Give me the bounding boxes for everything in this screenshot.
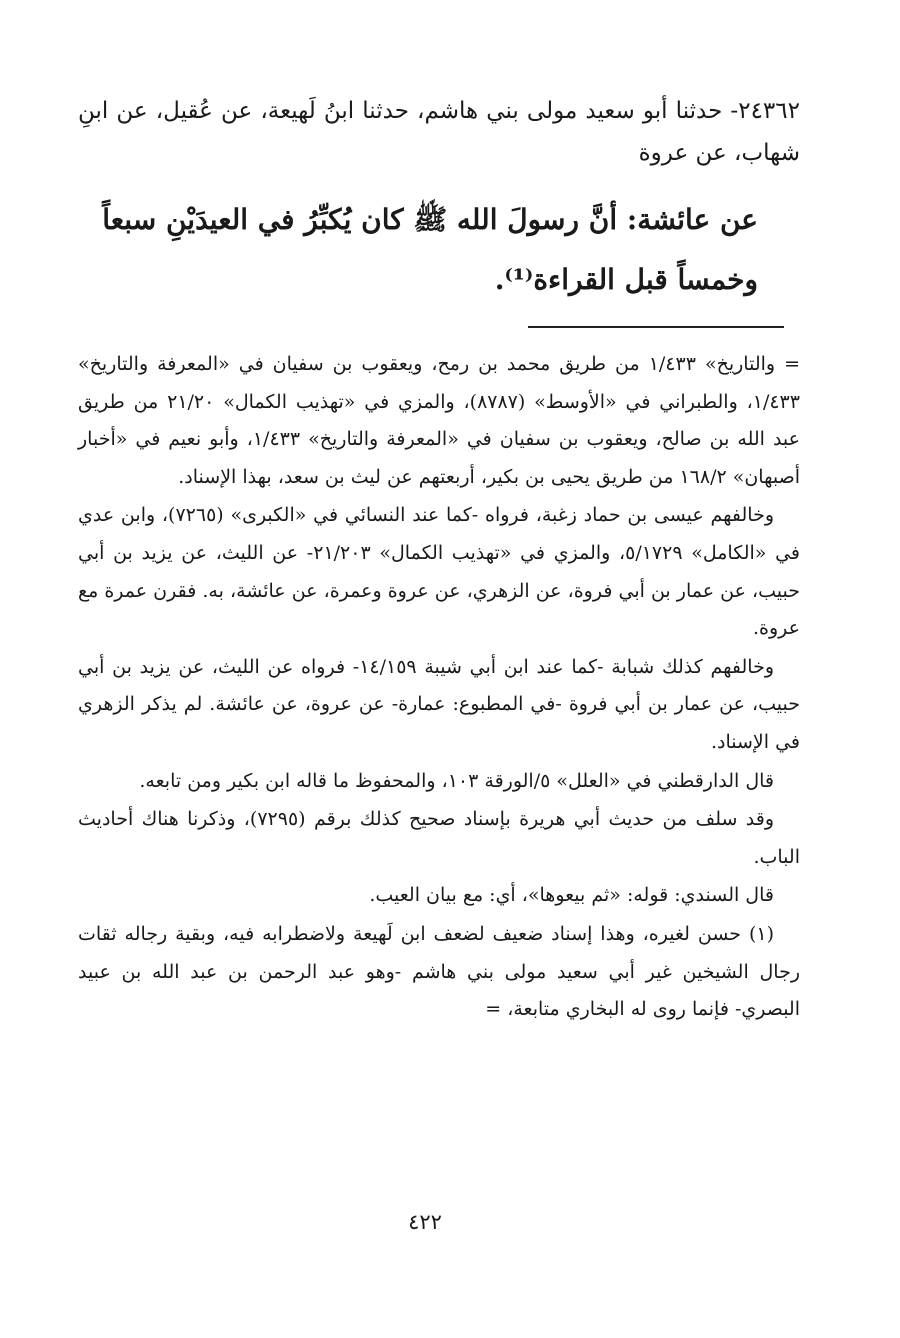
page-number: ٤٢٢ — [408, 1210, 442, 1234]
footnote-paragraph: قال الدارقطني في «العلل» ٥/الورقة ١٠٣، والمحفوظ ما قاله ابن بكير ومن تابعه. — [139, 769, 774, 792]
footnote-paragraph: وخالفهم عيسى بن حماد زغبة، فرواه -كما عند النسائي في «الكبرى» (٧٢٦٥)، وابن عدي في «الكامل» ٥/١٧٢٩، والمزي في «تهذيب الكمال» ٢١/٢٠٣- عن الليث، عن يزيد بن أبي حبيب، عن عمار بن أبي فروة، عن الزهري، عن عروة وعمرة، عن عائشة، به. فقرن عمرة مع عروة. — [78, 504, 801, 640]
footnote-separator — [528, 326, 784, 328]
footnote-paragraph: قال السندي: قوله: «ثم بيعوها»، أي: مع بيان العيب. — [369, 884, 774, 907]
hadith-isnad: ٢٤٣٦٢- حدثنا أبو سعيد مولى بني هاشم، حدثنا ابنُ لَهيعة، عن عُقيل، عن ابنِ شهاب، عن عروة — [78, 98, 800, 166]
footnote-paragraph: وقد سلف من حديث أبي هريرة بإسناد صحيح كذلك برقم (٧٢٩٥)، وذكرنا هناك أحاديث الباب. — [78, 808, 800, 868]
footnote-paragraph: = والتاريخ» ١/٤٣٣ من طريق محمد بن رمح، ويعقوب بن سفيان في «المعرفة والتاريخ» ١/٤٣٣، والطبراني في «الأوسط» (٨٧٨٧)، والمزي في «تهذيب الكمال» ٢١/٢٠ من طريق عبد الله بن صالح، ويعقوب بن سفيان في «المعرفة والتاريخ» ١/٤٣٣، وأبو نعيم في «أخبار أصبهان» ١٦٨/٢ من طريق يحيى بن بكير، أربعتهم عن ليث بن سعد، بهذا الإسناد. — [78, 353, 800, 488]
footnote-1: (١) حسن لغيره، وهذا إسناد ضعيف لضعف ابن لَهيعة ولاضطرابه فيه، وبقية رجاله ثقات رجال الشيخين غير أبي سعيد مولى بني هاشم -وهو عبد الرحمن بن عبد الله بن عبيد البصري- فإنما روى له البخاري متابعة، = — [78, 922, 800, 1021]
hadith-matn: عن عائشة: أنَّ رسولَ الله ﷺ كان يُكبِّرُ في العيدَيْنِ سبعاً وخمساً قبل القراءة⁽¹⁾. — [102, 203, 758, 296]
footnotes — [78, 346, 800, 1030]
footnote-paragraph: وخالفهم كذلك شبابة -كما عند ابن أبي شيبة ١٤/١٥٩- فرواه عن الليث، عن يزيد بن أبي حبيب، عن عمار بن أبي فروة -في المطبوع: عمارة- عن عروة، عن عائشة. لم يذكر الزهري في الإسناد. — [78, 655, 800, 753]
